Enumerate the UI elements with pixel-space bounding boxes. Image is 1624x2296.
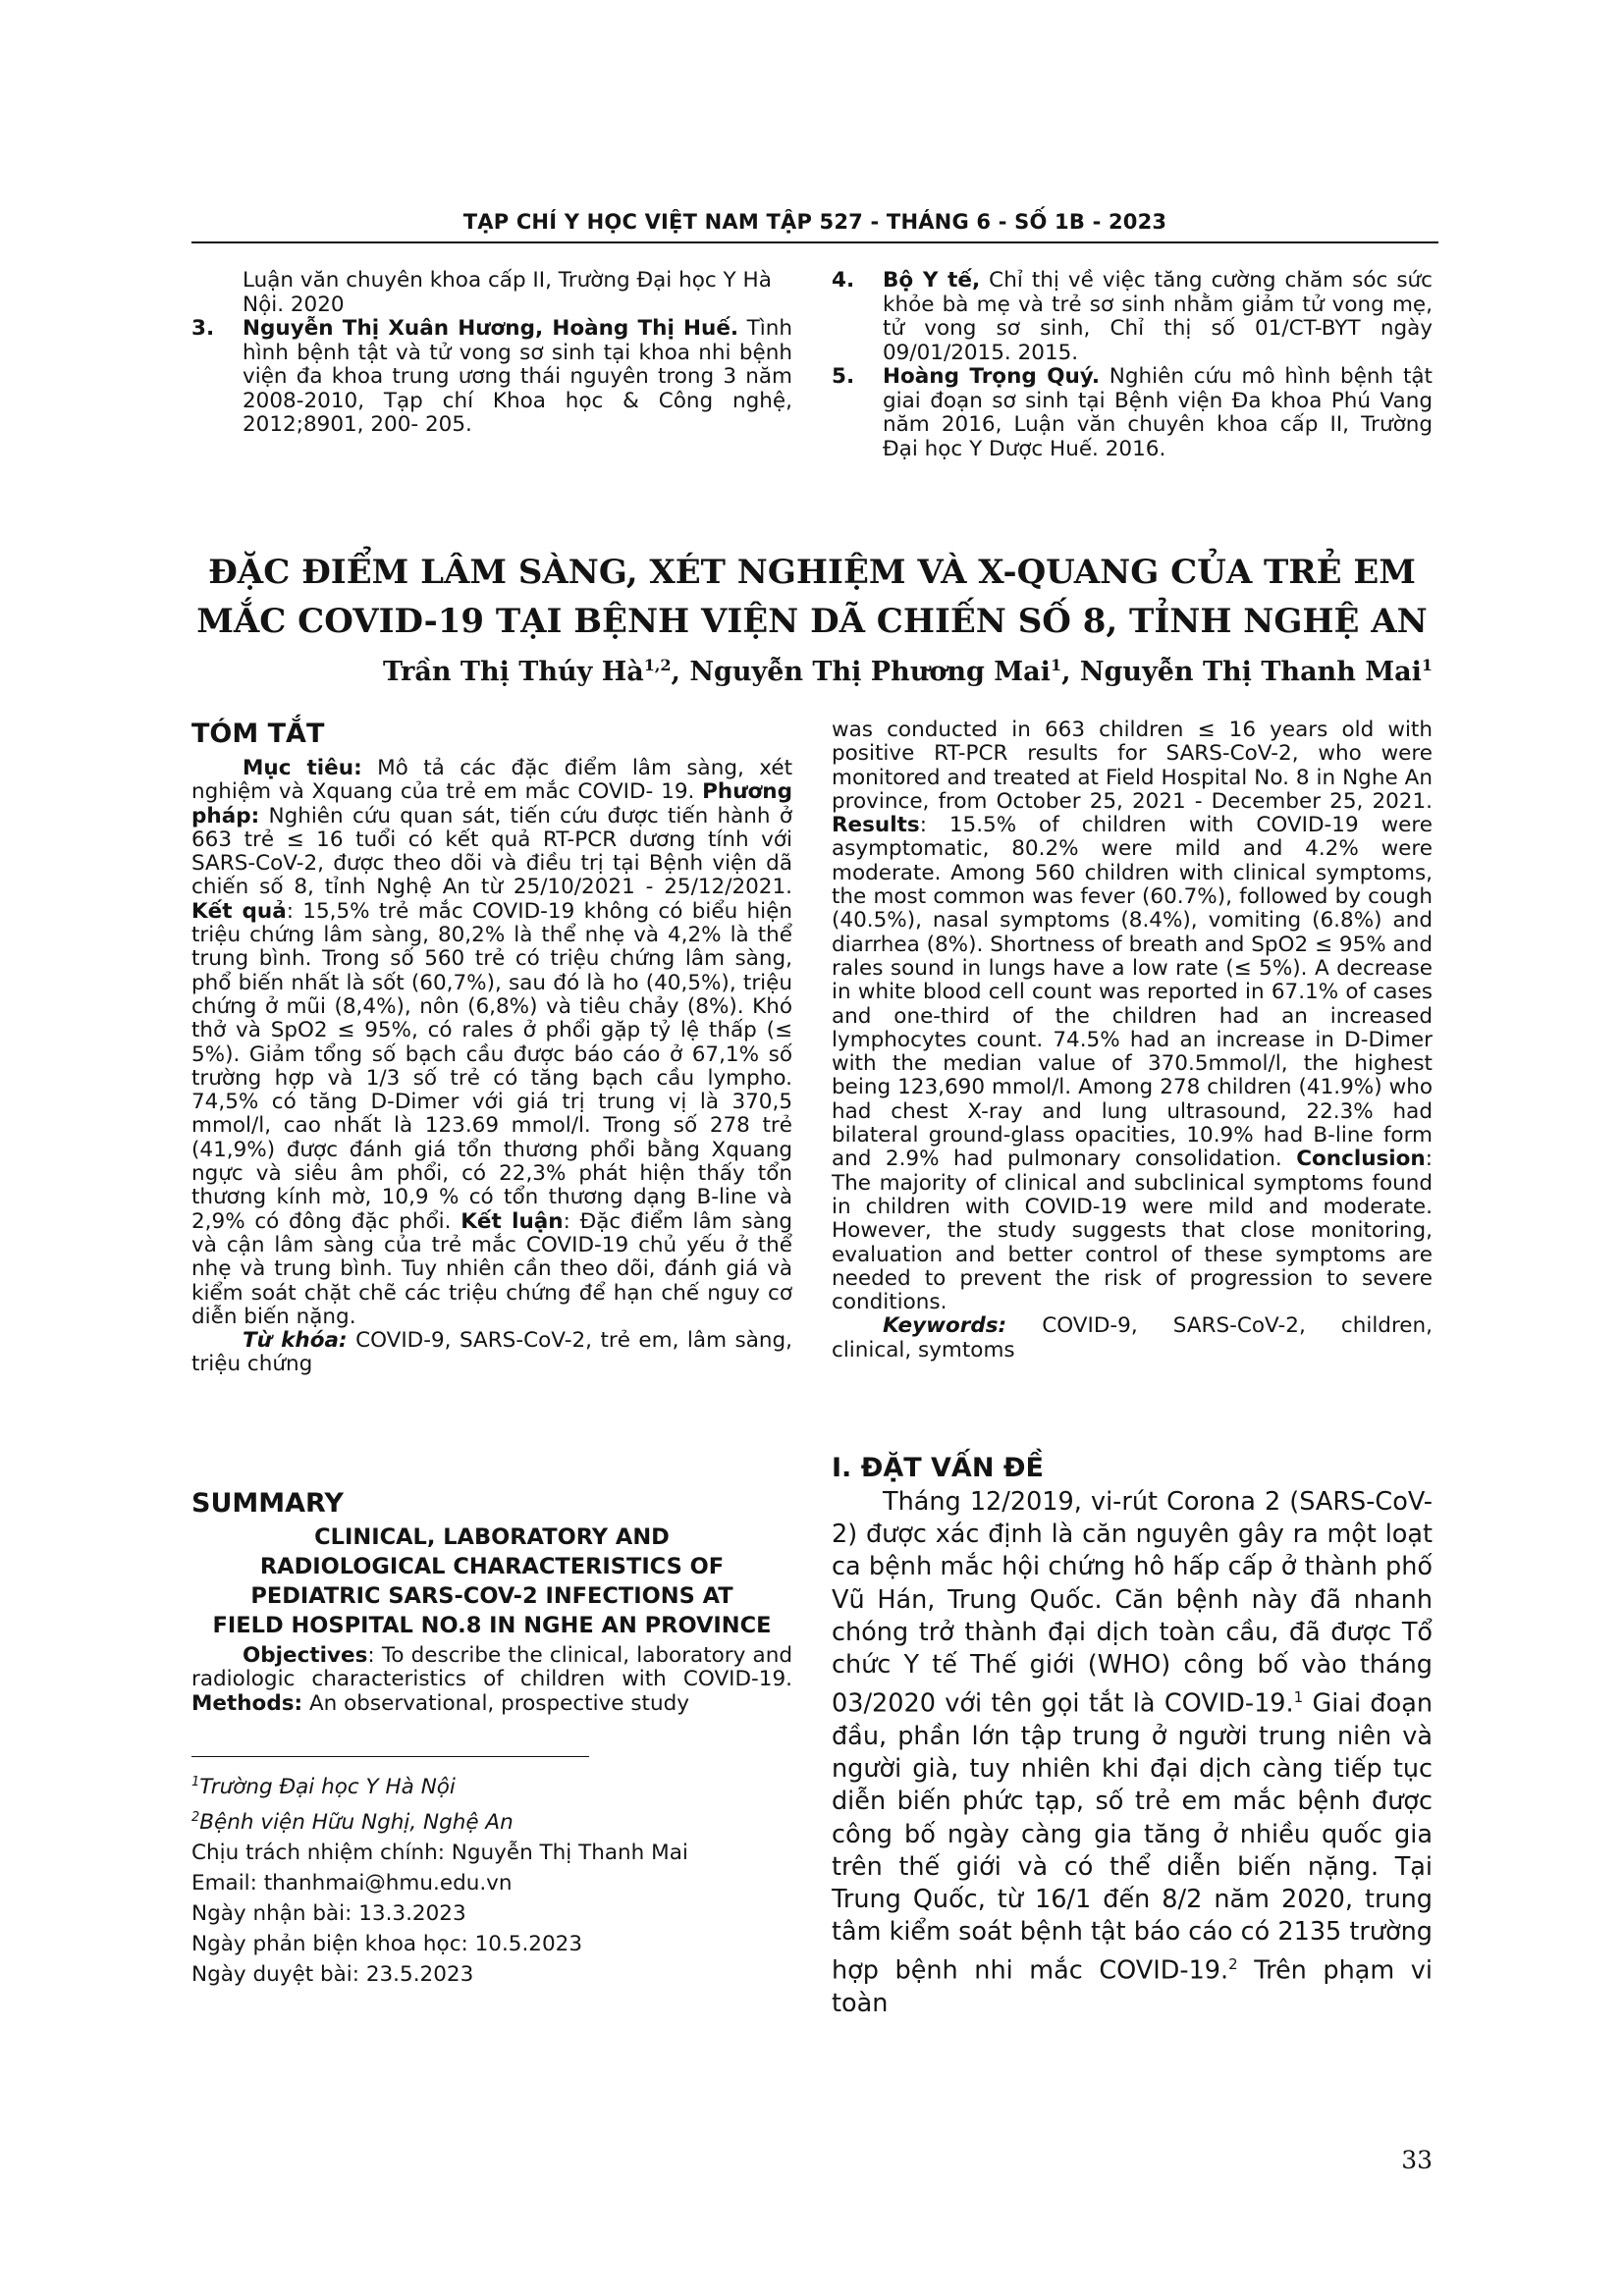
date-reviewed: Ngày phản biện khoa học: 10.5.2023	[191, 1932, 583, 1957]
conclusion-text: : Đặc điểm lâm sàng và cận lâm sàng của trẻ mắc COVID-19 chủ yếu ở thể nhẹ và trung bình. Tuy nhiên cần theo dõi, đánh giá và kiểm soát chặt chẽ các triệu chứng để hạn chế nguy cơ diễn biến nặng.	[191, 1208, 792, 1329]
intro-text-2: Giai đoạn đầu, phần lớn tập trung ở người trung niên và người già, tuy nhiên khi đại dịch càng tiếp tục diễn biến phức tạp, số trẻ em mắc bệnh được công bố ngày càng gia tăng ở nhiều quốc gia trên thế giới và có thể diễn biến nặng. Tại Trung Quốc, từ 16/1 đến 8/2 năm 2020, trung tâm kiểm soát bệnh tật báo cáo có 2135 trường hợp bệnh nhi mắc COVID-19.	[832, 1688, 1433, 1986]
affiliation-1-number: 1	[191, 1775, 200, 1789]
date-received: Ngày nhận bài: 13.3.2023	[191, 1901, 466, 1927]
reference-text: Nghiên cứu mô hình bệnh tật giai đoạn sơ sinh tại Bệnh viện Đa khoa Phú Vang năm 2016, Luận văn chuyên khoa cấp II, Trường Đại học Y Dược Huế. 2016.	[883, 364, 1433, 461]
methods-label: Methods:	[191, 1690, 303, 1716]
footnote-rule	[191, 1756, 589, 1757]
reference-number: 4.	[832, 268, 855, 293]
title-line-1: ĐẶC ĐIỂM LÂM SÀNG, XÉT NGHIỆM VÀ X-QUANG CỦA TRẺ EM	[208, 553, 1416, 592]
abstract-keywords	[191, 1329, 792, 1377]
methods-text-continued: was conducted in 663 children ≤ 16 years old with positive RT-PCR results for SARS-CoV-2, who were monitored and treated at Field Hospital No. 8 in Nghe An province, from October 25, 2021 - December 25, 2021.	[832, 718, 1433, 814]
reference-5	[832, 365, 1433, 461]
affiliation-2-text: Bệnh viện Hữu Nghị, Nghệ An	[199, 1810, 514, 1836]
intro-text-1: Tháng 12/2019, vi-rút Corona 2 (SARS-CoV-2) được xác định là căn nguyên gây ra một loạt ca bệnh mắc hội chứng hô hấp cấp ở thành phố Vũ Hán, Trung Quốc. Căn bệnh này đã nhanh chóng trở thành đại dịch toàn cầu, đã được Tổ chức Y tế Thế giới (WHO) công bố vào tháng 03/2020 với tên gọi tắt là COVID-19.	[832, 1487, 1433, 1719]
header-rule	[191, 241, 1438, 243]
intro-text-3: Trên phạm vi toàn	[832, 1955, 1433, 2019]
references-left	[191, 269, 792, 438]
author-list	[383, 656, 1433, 687]
conclusion-label: Kết luận	[460, 1208, 564, 1234]
affiliation-2	[191, 1802, 792, 1838]
reference-text: Chỉ thị về việc tăng cường chăm sóc sức khỏe bà mẹ và trẻ sơ sinh nhằm giảm tử vong mẹ, tử vong sơ sinh, Chỉ thị số 01/CT-BYT ngày 09/01/2015. 2015.	[883, 268, 1433, 365]
author-1-affiliation: 1,2	[643, 656, 672, 674]
methods-text: An observational, prospective study	[302, 1690, 689, 1716]
objectives-label: Objectives	[243, 1643, 368, 1668]
affiliation-1-text: Trường Đại học Y Hà Nội	[199, 1775, 456, 1800]
reference-authors: Nguyễn Thị Xuân Hương, Hoàng Thị Huế.	[243, 316, 739, 341]
reference-number: 5.	[832, 364, 855, 389]
keywords-text-en: COVID-9, SARS-CoV-2, children, clinical, symtoms	[832, 1313, 1433, 1362]
citation-1: 1	[1293, 1688, 1304, 1707]
footnotes	[191, 1767, 792, 1990]
reference-3	[191, 317, 792, 438]
affiliation-1	[191, 1767, 792, 1802]
english-title-line: PEDIATRIC SARS-COV-2 INFECTIONS AT	[250, 1583, 733, 1609]
author-3: , Nguyễn Thị Thanh Mai	[1061, 657, 1422, 687]
english-abstract-body-start	[191, 1644, 792, 1716]
english-title-line: CLINICAL, LABORATORY AND	[314, 1524, 670, 1550]
reference-authors: Hoàng Trọng Quý.	[883, 364, 1100, 389]
keywords-label-en: Keywords:	[883, 1313, 1007, 1339]
author-2: , Nguyễn Thị Phương Mai	[671, 657, 1051, 687]
abstract-body	[191, 757, 792, 1329]
journal-header: TẠP CHÍ Y HỌC VIỆT NAM TẬP 527 - THÁNG 6 - SỐ 1B - 2023	[462, 210, 1167, 234]
reference-number: 3.	[191, 316, 215, 341]
english-title-line: FIELD HOSPITAL NO.8 IN NGHE AN PROVINCE	[212, 1613, 772, 1638]
vietnamese-abstract	[191, 719, 792, 1377]
title-line-2: MẮC COVID-19 TẠI BỆNH VIỆN DÃ CHIẾN SỐ 8, TỈNH NGHỆ AN	[196, 602, 1428, 641]
reference-text: Tình hình bệnh tật và tử vong sơ sinh tại khoa nhi bệnh viện đa khoa trung ương thái nguyên trong 3 năm 2008-2010, Tạp chí Khoa học & Công nghệ, 2012;8901, 200- 205.	[243, 316, 792, 437]
keywords-text: COVID-9, SARS-CoV-2, trẻ em, lâm sàng, triệu chứng	[191, 1328, 792, 1377]
corresponding-author: Chịu trách nhiệm chính: Nguyễn Thị Thanh Mai	[191, 1841, 688, 1866]
conclusion-text-en: : The majority of clinical and subclinical symptoms found in children with COVID-19 were mild and moderate. However, the study suggests that close monitoring, evaluation and better control of these symptoms are needed to prevent the risk of progression to severe conditions.	[832, 1147, 1433, 1315]
english-title	[191, 1522, 792, 1640]
affiliation-2-number: 2	[191, 1810, 200, 1826]
author-2-affiliation: 1	[1050, 656, 1062, 674]
section-1-body	[832, 1486, 1433, 2020]
english-title-line: RADIOLOGICAL CHARACTERISTICS OF	[259, 1554, 725, 1579]
reference-4	[832, 269, 1433, 365]
corresponding-email: Email: thanhmai@hmu.edu.vn	[191, 1871, 513, 1896]
english-keywords	[832, 1314, 1433, 1362]
references-right	[832, 269, 1433, 461]
objectives-text: : To describe the clinical, laboratory and radiologic characteristics of children with COVID-19.	[191, 1643, 792, 1692]
article-title	[191, 548, 1433, 646]
author-1: Trần Thị Thúy Hà	[383, 657, 644, 687]
english-abstract-continued	[832, 719, 1433, 1362]
citation-2: 2	[1228, 1955, 1238, 1974]
abstract-heading: TÓM TẮT	[191, 719, 325, 749]
section-1-paragraph	[832, 1486, 1433, 2020]
keywords-label: Từ khóa:	[243, 1328, 348, 1354]
reference-continuation: Luận văn chuyên khoa cấp II, Trường Đại học Y Hà Nội. 2020	[243, 268, 772, 317]
summary-heading: SUMMARY	[191, 1488, 344, 1519]
page-number: 33	[1401, 2146, 1433, 2174]
english-abstract-body	[832, 719, 1433, 1314]
method-label: Phương pháp:	[191, 779, 792, 828]
method-text: Nghiên cứu quan sát, tiến cứu được tiến hành ở 663 trẻ ≤ 16 tuổi có kết quả RT-PCR dương tính với SARS-CoV-2, được theo dõi và điều trị tại Bệnh viện dã chiến số 8, tỉnh Nghệ An từ 25/10/2021 - 25/12/2021.	[191, 803, 792, 900]
result-label: Kết quả	[191, 898, 287, 924]
conclusion-label-en: Conclusion	[1296, 1147, 1426, 1172]
result-text: : 15,5% trẻ mắc COVID-19 không có biểu hiện triệu chứng lâm sàng, 80,2% là thể nhẹ và 4,2% là thể trung bình. Trong số 560 trẻ có triệu chứng lâm sàng, phổ biến nhất là sốt (60,7%), sau đó là ho (40,5%), triệu chứng ở mũi (8,4%), nôn (6,8%) và tiêu chảy (8%). Khó thở và SpO2 ≤ 95%, có rales ở phổi gặp tỷ lệ thấp (≤ 5%). Giảm tổng số bạch cầu được báo cáo ở 67,1% số trường hợp và 1/3 số trẻ có tăng bạch cầu lympho. 74,5% có tăng D-Dimer với giá trị trung vị là 370,5 mmol/l, cao nhất là 123.69 mmol/l. Trong số 278 trẻ (41,9%) được đánh giá tổn thương phổi bằng Xquang ngực và siêu âm phổi, có 22,3% phát hiện thấy tổn thương kính mờ, 10,9 % có tổn thương dạng B-line và 2,9% có đông đặc phổi.	[191, 898, 792, 1234]
english-abstract-start	[191, 1644, 792, 1716]
date-accepted: Ngày duyệt bài: 23.5.2023	[191, 1962, 474, 1988]
results-text: : 15.5% of children with COVID-19 were asymptomatic, 80.2% were mild and 4.2% were moderate. Among 560 children with clinical symptoms, the most common was fever (60.7%), followed by cough (40.5%), nasal symptoms (8.4%), vomiting (6.8%) and diarrhea (8%). Shortness of breath and SpO2 ≤ 95% and rales sound in lungs have a low rate (≤ 5%). A decrease in white blood cell count was reported in 67.1% of cases and one-third of the children had an increased lymphocytes count. 74.5% had an increase in D-Dimer with the median value of 370.5mmol/l, the highest being 123,690 mmol/l. Among 278 children (41.9%) who had chest X-ray and lung ultrasound, 22.3% had bilateral ground-glass opacities, 10.9% had B-line form and 2.9% had pulmonary consolidation.	[832, 813, 1433, 1172]
results-label: Results	[832, 813, 920, 838]
objective-text: Mô tả các đặc điểm lâm sàng, xét nghiệm và Xquang của trẻ em mắc COVID- 19.	[191, 756, 792, 805]
author-3-affiliation: 1	[1421, 656, 1433, 674]
objective-label: Mục tiêu:	[243, 756, 362, 780]
reference-authors: Bộ Y tế,	[883, 268, 981, 293]
section-1-heading: I. ĐẶT VẤN ĐỀ	[832, 1453, 1044, 1483]
